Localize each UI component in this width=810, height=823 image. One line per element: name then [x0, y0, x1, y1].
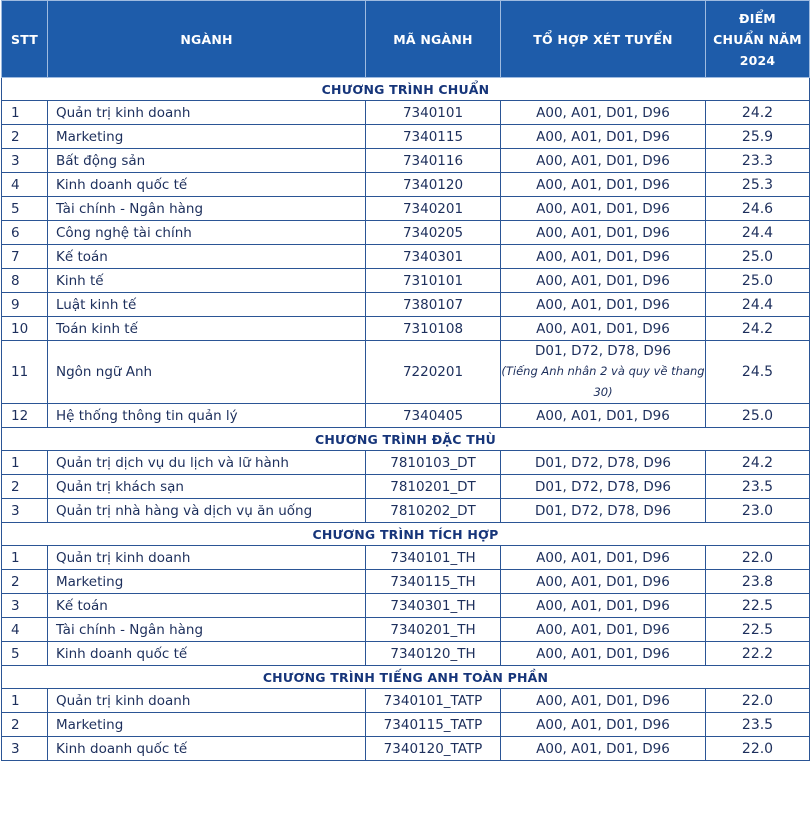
row-combo: D01, D72, D78, D96: [501, 451, 706, 475]
section-title: CHƯƠNG TRÌNH TÍCH HỢP: [2, 523, 810, 546]
row-score: 23.8: [706, 570, 810, 594]
row-major-code: 7340205: [366, 221, 501, 245]
row-combo: A00, A01, D01, D96: [501, 642, 706, 666]
row-major-name: Quản trị kinh doanh: [48, 546, 366, 570]
row-stt: 1: [2, 101, 48, 125]
row-stt: 3: [2, 594, 48, 618]
row-combo-note: (Tiếng Anh nhân 2 và quy về thang 30): [501, 364, 705, 399]
row-combo: A00, A01, D01, D96: [501, 404, 706, 428]
row-major-name: Quản trị kinh doanh: [48, 689, 366, 713]
row-combo: A00, A01, D01, D96: [501, 317, 706, 341]
row-combo: A00, A01, D01, D96: [501, 293, 706, 317]
row-score: 23.0: [706, 499, 810, 523]
row-combo: A00, A01, D01, D96: [501, 594, 706, 618]
table-row: [2, 221, 810, 245]
table-row: [2, 499, 810, 523]
section-header-row: [2, 666, 810, 689]
row-major-code: 7340201: [366, 197, 501, 221]
row-major-name: Marketing: [48, 125, 366, 149]
table-row: [2, 245, 810, 269]
table-row: [2, 737, 810, 761]
row-combo-main: D01, D72, D78, D96: [534, 343, 672, 359]
row-major-code: 7310101: [366, 269, 501, 293]
table-row: [2, 404, 810, 428]
row-score: 24.6: [706, 197, 810, 221]
row-major-code: 7220201: [366, 341, 501, 404]
row-combo: A00, A01, D01, D96: [501, 125, 706, 149]
table-row: [2, 689, 810, 713]
row-score: 25.0: [706, 404, 810, 428]
row-major-name: Quản trị nhà hàng và dịch vụ ăn uống: [48, 499, 366, 523]
row-stt: 2: [2, 125, 48, 149]
row-stt: 2: [2, 570, 48, 594]
row-score: 25.3: [706, 173, 810, 197]
row-combo: A00, A01, D01, D96: [501, 618, 706, 642]
row-combo: A00, A01, D01, D96: [501, 149, 706, 173]
row-major-name: Bất động sản: [48, 149, 366, 173]
row-stt: 7: [2, 245, 48, 269]
row-major-name: Luật kinh tế: [48, 293, 366, 317]
row-stt: 8: [2, 269, 48, 293]
row-major-name: Kế toán: [48, 245, 366, 269]
table-body: [2, 78, 810, 761]
row-score: 25.9: [706, 125, 810, 149]
row-major-name: Kinh tế: [48, 269, 366, 293]
row-score: 24.2: [706, 317, 810, 341]
row-combo: D01, D72, D78, D96: [501, 499, 706, 523]
row-score: 22.0: [706, 546, 810, 570]
row-major-name: Kế toán: [48, 594, 366, 618]
section-title: CHƯƠNG TRÌNH ĐẶC THÙ: [2, 428, 810, 451]
row-major-name: Kinh doanh quốc tế: [48, 642, 366, 666]
row-major-code: 7340201_TH: [366, 618, 501, 642]
table-row: [2, 475, 810, 499]
row-major-code: 7340116: [366, 149, 501, 173]
header-score-line2: CHUẨN NĂM: [713, 31, 802, 47]
table-row: [2, 341, 810, 404]
header-code: MÃ NGÀNH: [366, 1, 501, 78]
row-stt: 1: [2, 546, 48, 570]
row-major-code: 7340115_TH: [366, 570, 501, 594]
row-combo: A00, A01, D01, D96: [501, 570, 706, 594]
table-row: [2, 101, 810, 125]
row-major-code: 7310108: [366, 317, 501, 341]
row-stt: 2: [2, 713, 48, 737]
table-row: [2, 149, 810, 173]
row-combo: A00, A01, D01, D96: [501, 713, 706, 737]
section-header-row: [2, 523, 810, 546]
table-row: [2, 317, 810, 341]
row-combo: A00, A01, D01, D96: [501, 546, 706, 570]
row-combo: A00, A01, D01, D96: [501, 269, 706, 293]
table-row: [2, 293, 810, 317]
row-major-name: Tài chính - Ngân hàng: [48, 197, 366, 221]
row-major-name: Tài chính - Ngân hàng: [48, 618, 366, 642]
row-stt: 1: [2, 689, 48, 713]
row-major-name: Công nghệ tài chính: [48, 221, 366, 245]
row-major-code: 7810202_DT: [366, 499, 501, 523]
row-score: 25.0: [706, 245, 810, 269]
row-score: 22.2: [706, 642, 810, 666]
header-major: NGÀNH: [48, 1, 366, 78]
section-title: CHƯƠNG TRÌNH TIẾNG ANH TOÀN PHẦN: [2, 666, 810, 689]
table-row: [2, 197, 810, 221]
row-major-code: 7340101_TH: [366, 546, 501, 570]
table-row: [2, 269, 810, 293]
row-stt: 4: [2, 618, 48, 642]
row-major-name: Kinh doanh quốc tế: [48, 173, 366, 197]
row-stt: 5: [2, 642, 48, 666]
admission-score-table: [1, 0, 810, 761]
row-score: 22.0: [706, 737, 810, 761]
row-score: 23.3: [706, 149, 810, 173]
row-stt: 4: [2, 173, 48, 197]
row-major-name: Ngôn ngữ Anh: [48, 341, 366, 404]
row-score: 25.0: [706, 269, 810, 293]
table-row: [2, 713, 810, 737]
row-combo: A00, A01, D01, D96: [501, 173, 706, 197]
table-row: [2, 594, 810, 618]
row-score: 23.5: [706, 713, 810, 737]
section-header-row: [2, 78, 810, 101]
row-score: 24.4: [706, 221, 810, 245]
row-major-code: 7340101_TATP: [366, 689, 501, 713]
row-major-name: Toán kinh tế: [48, 317, 366, 341]
row-major-code: 7810103_DT: [366, 451, 501, 475]
row-major-code: 7340405: [366, 404, 501, 428]
row-score: 22.5: [706, 618, 810, 642]
row-major-name: Quản trị dịch vụ du lịch và lữ hành: [48, 451, 366, 475]
row-score: 24.4: [706, 293, 810, 317]
row-stt: 3: [2, 737, 48, 761]
row-score: 23.5: [706, 475, 810, 499]
row-major-name: Quản trị kinh doanh: [48, 101, 366, 125]
row-stt: 3: [2, 149, 48, 173]
row-major-code: 7340301: [366, 245, 501, 269]
row-combo: A00, A01, D01, D96: [501, 197, 706, 221]
table-header-row: [2, 1, 810, 78]
row-major-code: 7810201_DT: [366, 475, 501, 499]
row-score: 24.2: [706, 101, 810, 125]
section-header-row: [2, 428, 810, 451]
row-stt: 11: [2, 341, 48, 404]
row-major-code: 7340120: [366, 173, 501, 197]
row-stt: 1: [2, 451, 48, 475]
row-major-name: Quản trị khách sạn: [48, 475, 366, 499]
row-major-code: 7340115: [366, 125, 501, 149]
row-combo: A00, A01, D01, D96: [501, 689, 706, 713]
header-score: [706, 1, 810, 78]
table-row: [2, 546, 810, 570]
row-score: 22.0: [706, 689, 810, 713]
row-score: 24.5: [706, 341, 810, 404]
row-combo: A00, A01, D01, D96: [501, 737, 706, 761]
row-combo: A00, A01, D01, D96: [501, 221, 706, 245]
row-major-code: 7380107: [366, 293, 501, 317]
row-score: 24.2: [706, 451, 810, 475]
row-stt: 2: [2, 475, 48, 499]
table-row: [2, 173, 810, 197]
section-title: CHƯƠNG TRÌNH CHUẨN: [2, 78, 810, 101]
header-stt: STT: [2, 1, 48, 78]
table-row: [2, 570, 810, 594]
row-major-code: 7340120_TATP: [366, 737, 501, 761]
row-stt: 10: [2, 317, 48, 341]
row-stt: 9: [2, 293, 48, 317]
header-combo: TỔ HỢP XÉT TUYỂN: [501, 1, 706, 78]
header-score-line3: 2024: [739, 52, 776, 68]
row-major-code: 7340115_TATP: [366, 713, 501, 737]
row-stt: 5: [2, 197, 48, 221]
row-stt: 6: [2, 221, 48, 245]
table-row: [2, 125, 810, 149]
row-score: 22.5: [706, 594, 810, 618]
row-major-name: Kinh doanh quốc tế: [48, 737, 366, 761]
row-combo: D01, D72, D78, D96: [501, 475, 706, 499]
header-score-line1: ĐIỂM: [739, 10, 776, 26]
row-major-code: 7340120_TH: [366, 642, 501, 666]
row-major-name: Marketing: [48, 570, 366, 594]
table-row: [2, 618, 810, 642]
table-row: [2, 642, 810, 666]
row-combo: [501, 341, 706, 404]
row-major-code: 7340301_TH: [366, 594, 501, 618]
row-stt: 12: [2, 404, 48, 428]
row-major-name: Hệ thống thông tin quản lý: [48, 404, 366, 428]
row-combo: A00, A01, D01, D96: [501, 101, 706, 125]
table-row: [2, 451, 810, 475]
row-major-name: Marketing: [48, 713, 366, 737]
row-combo: A00, A01, D01, D96: [501, 245, 706, 269]
row-stt: 3: [2, 499, 48, 523]
row-major-code: 7340101: [366, 101, 501, 125]
